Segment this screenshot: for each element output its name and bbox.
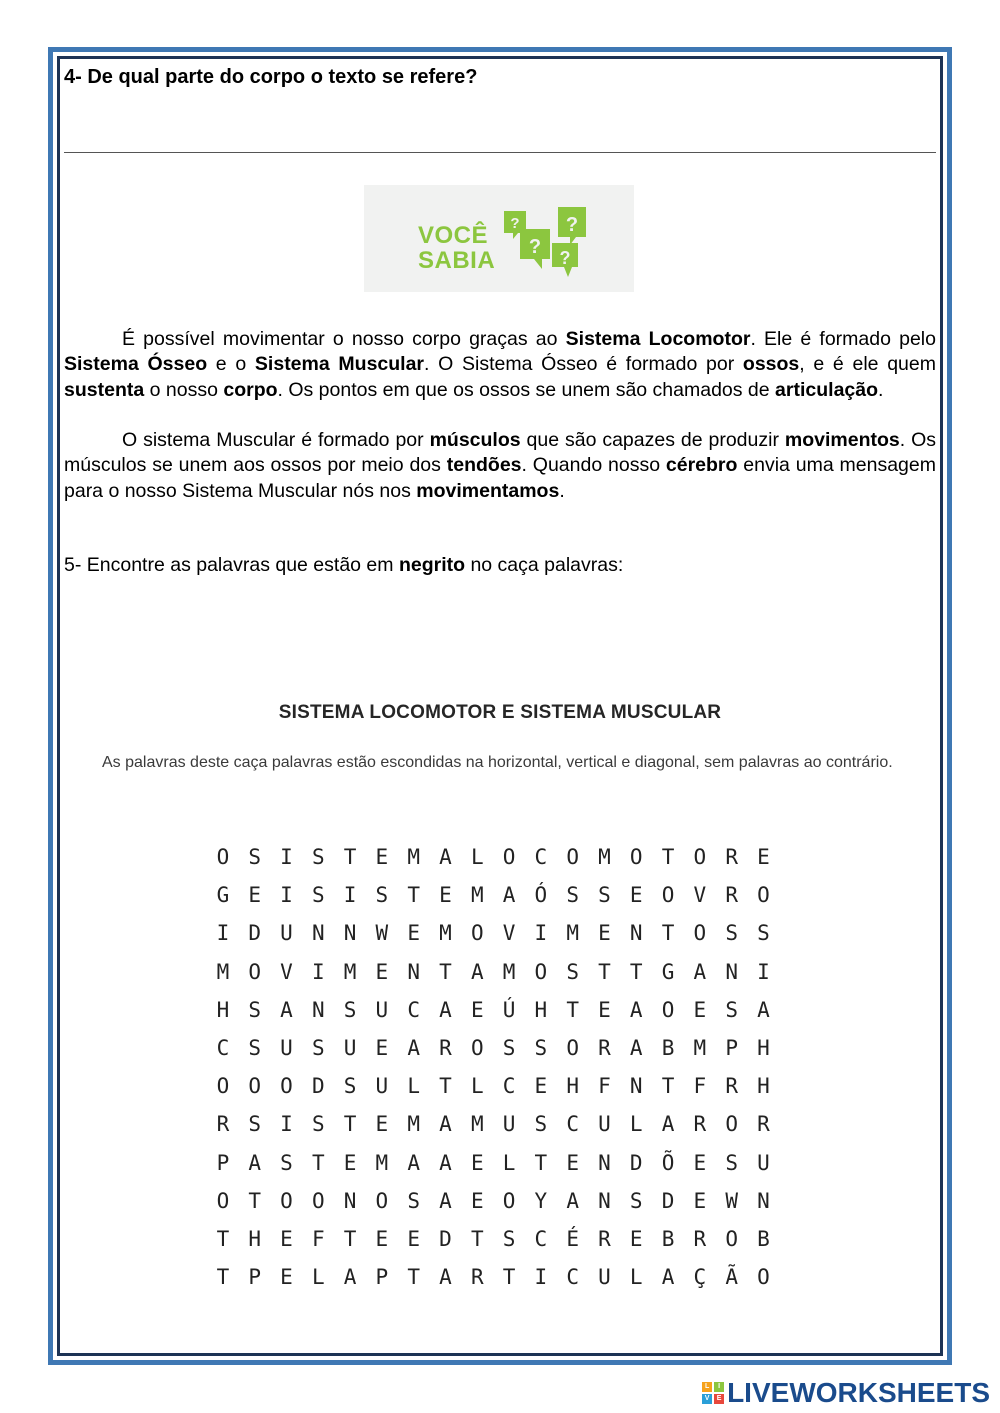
text-segment: É possível movimentar o nosso corpo graças ao <box>122 328 566 350</box>
wordsearch-cell[interactable]: N <box>725 959 738 984</box>
text-segment: e o <box>207 353 255 376</box>
wordsearch-cell[interactable]: N <box>311 997 325 1022</box>
wordsearch-cell[interactable]: E <box>407 1226 420 1251</box>
wordsearch-cell[interactable]: S <box>407 1188 420 1213</box>
wordsearch-cell[interactable]: L <box>629 1112 643 1137</box>
wordsearch-cell[interactable]: R <box>598 1226 611 1251</box>
paragraph-1 <box>64 327 936 403</box>
wordsearch-title: SISTEMA LOCOMOTOR E SISTEMA MUSCULAR <box>278 702 722 723</box>
wordsearch-cell[interactable]: C <box>534 1226 548 1251</box>
wordsearch-row <box>207 1144 797 1182</box>
wordsearch-row <box>207 1258 797 1296</box>
wordsearch-cell[interactable]: S <box>311 1036 325 1061</box>
wordsearch-cell[interactable]: O <box>216 1188 230 1213</box>
wordsearch-cell[interactable]: M <box>470 1112 484 1137</box>
wordsearch-cell[interactable]: O <box>725 1226 738 1251</box>
wordsearch-cell[interactable]: S <box>725 997 738 1022</box>
wordsearch-row <box>207 1067 797 1105</box>
wordsearch-cell[interactable]: E <box>280 1226 293 1251</box>
wordsearch-cell[interactable]: A <box>439 1150 452 1175</box>
wordsearch-cell[interactable]: E <box>375 959 389 984</box>
wordsearch-cell[interactable]: N <box>407 959 420 984</box>
bold-term: ossos <box>742 353 800 376</box>
text-segment: . <box>559 479 565 502</box>
wordsearch-cell[interactable]: S <box>502 1036 516 1061</box>
wordsearch-cell[interactable]: T <box>407 883 420 908</box>
wordsearch-cell[interactable]: R <box>598 1036 611 1061</box>
wordsearch-cell[interactable]: O <box>534 959 548 984</box>
bold-term: sustenta <box>64 378 145 401</box>
wordsearch-cell[interactable]: E <box>598 997 611 1022</box>
wordsearch-cell[interactable]: S <box>311 883 325 908</box>
question-bubbles-icon <box>502 205 594 281</box>
wordsearch-cell[interactable]: N <box>598 1150 611 1175</box>
wordsearch-cell[interactable]: S <box>343 997 357 1022</box>
wordsearch-cell[interactable]: W <box>725 1188 738 1213</box>
wordsearch-cell[interactable]: L <box>470 845 484 870</box>
wordsearch-cell[interactable]: O <box>757 883 770 908</box>
wordsearch-cell[interactable]: O <box>502 845 516 870</box>
wordsearch-cell[interactable]: S <box>375 883 389 908</box>
wordsearch-cell[interactable]: O <box>661 883 675 908</box>
wordsearch-cell[interactable]: M <box>343 959 357 984</box>
wordsearch-cell[interactable]: M <box>693 1036 707 1061</box>
wordsearch-cell[interactable]: T <box>343 1112 357 1137</box>
wordsearch-cell[interactable]: D <box>629 1150 643 1175</box>
wordsearch-cell[interactable]: E <box>566 1150 579 1175</box>
wordsearch-cell[interactable]: U <box>502 1112 516 1137</box>
wordsearch-row <box>207 914 797 952</box>
wordsearch-cell[interactable]: N <box>311 921 325 946</box>
wordsearch-cell[interactable]: S <box>248 845 262 870</box>
wordsearch-cell[interactable]: A <box>439 997 452 1022</box>
wordsearch-cell[interactable]: S <box>311 1112 325 1137</box>
wordsearch-cell[interactable]: T <box>502 1265 516 1290</box>
wordsearch-cell[interactable]: S <box>248 1112 262 1137</box>
bold-term: Sistema Ósseo <box>64 353 208 376</box>
wordsearch-row <box>207 1105 797 1143</box>
wordsearch-cell[interactable]: E <box>693 997 707 1022</box>
wordsearch-cell[interactable]: E <box>598 921 611 946</box>
svg-text:?: ? <box>559 248 571 268</box>
wordsearch-row <box>207 1182 797 1220</box>
wordsearch-cell[interactable]: R <box>470 1265 484 1290</box>
wordsearch-cell[interactable]: M <box>216 959 230 984</box>
wordsearch-cell[interactable]: U <box>375 1074 389 1099</box>
wordsearch-cell[interactable]: A <box>757 997 770 1022</box>
wordsearch-cell[interactable]: O <box>375 1188 389 1213</box>
wordsearch-row <box>207 1029 797 1067</box>
banner-line1: VOCÊ <box>418 222 489 249</box>
text-segment: que são capazes de produzir <box>520 429 785 451</box>
wordsearch-cell[interactable]: E <box>343 1150 357 1175</box>
wordsearch-cell[interactable]: E <box>470 1150 484 1175</box>
wordsearch-cell[interactable]: M <box>375 1150 389 1175</box>
wordsearch-cell[interactable]: E <box>629 1226 643 1251</box>
wordsearch-cell[interactable]: N <box>343 921 357 946</box>
wordsearch-cell[interactable]: Y <box>534 1188 548 1213</box>
wordsearch-grid[interactable] <box>207 838 797 1296</box>
wordsearch-cell[interactable]: M <box>598 845 611 870</box>
wordsearch-cell[interactable]: E <box>534 1074 548 1099</box>
liveworksheets-badge-icon <box>702 1382 724 1404</box>
wordsearch-cell[interactable]: E <box>280 1265 293 1290</box>
badge-v: V <box>702 1394 712 1404</box>
wordsearch-cell[interactable]: O <box>280 1188 293 1213</box>
bold-term: articulação <box>775 378 879 401</box>
wordsearch-cell[interactable]: D <box>439 1226 452 1251</box>
wordsearch-cell[interactable]: E <box>629 883 643 908</box>
wordsearch-cell[interactable]: U <box>280 1036 293 1061</box>
wordsearch-cell[interactable]: S <box>248 997 262 1022</box>
wordsearch-cell[interactable]: H <box>216 997 230 1022</box>
bold-term: movimentos <box>784 429 900 451</box>
wordsearch-row <box>207 953 797 991</box>
wordsearch-cell[interactable]: O <box>757 1265 770 1290</box>
wordsearch-cell[interactable]: N <box>598 1188 611 1213</box>
wordsearch-cell[interactable]: T <box>534 1150 548 1175</box>
wordsearch-cell[interactable]: Ã <box>725 1265 738 1290</box>
wordsearch-cell[interactable]: F <box>311 1226 325 1251</box>
text-segment: . Os pontos em que os ossos se unem são chamados de <box>277 378 776 401</box>
text-segment: . <box>878 378 884 401</box>
wordsearch-cell[interactable]: C <box>407 997 420 1022</box>
question-4: 4- De qual parte do corpo o texto se refere? <box>64 66 478 88</box>
wordsearch-cell[interactable]: O <box>280 1074 293 1099</box>
wordsearch-cell[interactable]: U <box>598 1265 611 1290</box>
wordsearch-cell[interactable]: P <box>216 1150 230 1175</box>
wordsearch-cell[interactable]: E <box>375 1112 389 1137</box>
wordsearch-cell[interactable]: O <box>311 1188 325 1213</box>
wordsearch-cell[interactable]: S <box>311 845 325 870</box>
wordsearch-cell[interactable]: S <box>502 1226 516 1251</box>
wordsearch-cell[interactable]: O <box>661 997 675 1022</box>
wordsearch-cell[interactable]: O <box>216 845 230 870</box>
wordsearch-cell[interactable]: A <box>566 1188 579 1213</box>
wordsearch-cell[interactable]: T <box>566 997 579 1022</box>
wordsearch-cell[interactable]: P <box>248 1265 262 1290</box>
wordsearch-cell[interactable]: R <box>439 1036 452 1061</box>
wordsearch-cell[interactable]: T <box>661 921 675 946</box>
wordsearch-cell[interactable]: I <box>280 883 293 908</box>
wordsearch-cell[interactable]: O <box>725 1112 738 1137</box>
bold-term: movimentamos <box>416 479 560 502</box>
wordsearch-cell[interactable]: V <box>502 921 516 946</box>
wordsearch-cell[interactable]: M <box>470 883 484 908</box>
wordsearch-row <box>207 991 797 1029</box>
wordsearch-cell[interactable]: R <box>693 1112 707 1137</box>
wordsearch-cell[interactable]: N <box>629 1074 643 1099</box>
wordsearch-cell[interactable]: R <box>725 845 738 870</box>
wordsearch-cell[interactable]: H <box>566 1074 579 1099</box>
bold-term: cérebro <box>665 454 738 477</box>
wordsearch-cell[interactable]: S <box>566 959 579 984</box>
wordsearch-cell[interactable]: E <box>375 1036 389 1061</box>
wordsearch-cell[interactable]: É <box>566 1226 579 1251</box>
wordsearch-cell[interactable]: H <box>248 1226 262 1251</box>
wordsearch-cell[interactable]: Ó <box>534 883 548 908</box>
wordsearch-cell[interactable]: S <box>598 883 611 908</box>
wordsearch-cell[interactable]: T <box>470 1226 484 1251</box>
wordsearch-cell[interactable]: O <box>470 1036 484 1061</box>
wordsearch-cell[interactable]: A <box>407 1036 420 1061</box>
badge-e: E <box>714 1394 724 1404</box>
wordsearch-cell[interactable]: B <box>757 1226 770 1251</box>
wordsearch-cell[interactable]: U <box>375 997 389 1022</box>
wordsearch-cell[interactable]: T <box>216 1226 230 1251</box>
wordsearch-cell[interactable]: I <box>280 1112 293 1137</box>
wordsearch-cell[interactable]: E <box>439 883 452 908</box>
wordsearch-cell[interactable]: A <box>661 1112 675 1137</box>
wordsearch-cell[interactable]: S <box>534 1112 548 1137</box>
wordsearch-cell[interactable]: N <box>343 1188 357 1213</box>
wordsearch-cell[interactable]: I <box>534 1265 548 1290</box>
bold-term: Sistema Locomotor <box>565 328 751 350</box>
wordsearch-cell[interactable]: F <box>693 1074 707 1099</box>
wordsearch-cell[interactable]: L <box>629 1265 643 1290</box>
wordsearch-cell[interactable]: F <box>598 1074 611 1099</box>
wordsearch-cell[interactable]: A <box>439 1188 452 1213</box>
wordsearch-cell[interactable]: O <box>566 1036 579 1061</box>
wordsearch-cell[interactable]: T <box>216 1265 230 1290</box>
wordsearch-cell[interactable]: U <box>598 1112 611 1137</box>
svg-text:?: ? <box>510 215 520 232</box>
svg-text:?: ? <box>528 236 542 258</box>
wordsearch-cell[interactable]: A <box>407 1150 420 1175</box>
text-segment: envia uma mensagem para o nosso Sistema Muscular nós nos <box>64 454 936 502</box>
bold-term: Sistema Muscular <box>254 353 425 376</box>
wordsearch-cell[interactable]: M <box>566 921 579 946</box>
wordsearch-cell[interactable]: E <box>375 1226 389 1251</box>
wordsearch-cell[interactable]: N <box>629 921 643 946</box>
wordsearch-cell[interactable]: T <box>248 1188 262 1213</box>
wordsearch-cell[interactable]: P <box>375 1265 389 1290</box>
text-segment: O sistema Muscular é formado por <box>122 429 430 451</box>
wordsearch-cell[interactable]: A <box>693 959 707 984</box>
wordsearch-cell[interactable]: I <box>311 959 325 984</box>
wordsearch-cell[interactable]: L <box>407 1074 420 1099</box>
wordsearch-instructions: As palavras deste caça palavras estão escondidas na horizontal, vertical e diagonal, sem palavras ao contrário. <box>102 754 893 771</box>
wordsearch-cell[interactable]: S <box>725 1150 738 1175</box>
wordsearch-cell[interactable]: H <box>534 997 548 1022</box>
wordsearch-cell[interactable]: A <box>248 1150 262 1175</box>
banner-line2: SABIA <box>418 247 496 274</box>
wordsearch-cell[interactable]: O <box>693 921 707 946</box>
wordsearch-cell[interactable]: U <box>343 1036 357 1061</box>
wordsearch-cell[interactable]: S <box>343 1074 357 1099</box>
wordsearch-cell[interactable]: E <box>407 921 420 946</box>
paragraph-2 <box>64 428 936 504</box>
wordsearch-cell[interactable]: A <box>343 1265 357 1290</box>
wordsearch-cell[interactable]: A <box>439 845 452 870</box>
wordsearch-cell[interactable]: E <box>470 997 484 1022</box>
wordsearch-cell[interactable]: D <box>661 1188 675 1213</box>
wordsearch-cell[interactable]: T <box>598 959 611 984</box>
wordsearch-cell[interactable]: A <box>661 1265 675 1290</box>
wordsearch-cell[interactable]: U <box>280 921 293 946</box>
wordsearch-cell[interactable]: E <box>375 845 389 870</box>
wordsearch-cell[interactable]: D <box>311 1074 325 1099</box>
wordsearch-cell[interactable]: E <box>248 883 262 908</box>
voce-sabia-banner <box>364 185 634 292</box>
wordsearch-cell[interactable]: R <box>757 1112 770 1137</box>
svg-text:?: ? <box>565 214 579 236</box>
wordsearch-cell[interactable]: I <box>534 921 548 946</box>
wordsearch-cell[interactable]: I <box>343 883 357 908</box>
wordsearch-cell[interactable]: A <box>470 959 484 984</box>
wordsearch-cell[interactable]: A <box>502 883 516 908</box>
wordsearch-cell[interactable]: H <box>757 1036 770 1061</box>
question-5-after: no caça palavras: <box>465 554 624 576</box>
wordsearch-cell[interactable]: C <box>534 845 548 870</box>
wordsearch-cell[interactable]: B <box>661 1226 675 1251</box>
wordsearch-cell[interactable]: M <box>439 921 452 946</box>
wordsearch-cell[interactable]: L <box>470 1074 484 1099</box>
wordsearch-cell[interactable]: Õ <box>661 1150 675 1175</box>
question-5-before: 5- Encontre as palavras que estão em <box>64 554 399 576</box>
wordsearch-cell[interactable]: A <box>629 1036 643 1061</box>
wordsearch-cell[interactable]: A <box>439 1112 452 1137</box>
wordsearch-cell[interactable]: L <box>311 1265 325 1290</box>
wordsearch-cell[interactable]: R <box>216 1112 230 1137</box>
badge-i: I <box>714 1382 724 1392</box>
wordsearch-cell[interactable]: T <box>343 845 357 870</box>
wordsearch-cell[interactable]: R <box>725 1074 738 1099</box>
wordsearch-cell[interactable]: A <box>439 1265 452 1290</box>
wordsearch-cell[interactable]: E <box>693 1150 707 1175</box>
wordsearch-cell[interactable]: R <box>693 1226 707 1251</box>
wordsearch-cell[interactable]: P <box>725 1036 738 1061</box>
wordsearch-cell[interactable]: T <box>407 1265 420 1290</box>
text-segment: . Os músculos se unem aos ossos por meio dos <box>64 429 936 477</box>
wordsearch-cell[interactable]: O <box>248 959 262 984</box>
wordsearch-cell[interactable]: M <box>407 1112 420 1137</box>
wordsearch-cell[interactable]: I <box>280 845 293 870</box>
wordsearch-row <box>207 838 797 876</box>
wordsearch-cell[interactable]: I <box>216 921 230 946</box>
wordsearch-cell[interactable]: S <box>629 1188 643 1213</box>
wordsearch-cell[interactable]: M <box>502 959 516 984</box>
wordsearch-cell[interactable]: S <box>248 1036 262 1061</box>
wordsearch-cell[interactable]: U <box>757 1150 770 1175</box>
wordsearch-cell[interactable]: Ú <box>502 997 516 1022</box>
text-segment: o nosso <box>144 378 224 401</box>
wordsearch-cell[interactable]: O <box>248 1074 262 1099</box>
wordsearch-cell[interactable]: D <box>248 921 262 946</box>
wordsearch-cell[interactable]: V <box>693 883 707 908</box>
wordsearch-cell[interactable]: S <box>725 921 738 946</box>
wordsearch-cell[interactable]: C <box>566 1265 579 1290</box>
wordsearch-cell[interactable]: B <box>661 1036 675 1061</box>
wordsearch-cell[interactable]: O <box>629 845 643 870</box>
wordsearch-cell[interactable]: G <box>216 883 230 908</box>
bold-term: músculos <box>429 429 521 451</box>
wordsearch-cell[interactable]: I <box>757 959 770 984</box>
question-5-bold: negrito <box>398 554 466 576</box>
wordsearch-cell[interactable]: C <box>502 1074 516 1099</box>
wordsearch-cell[interactable]: O <box>470 921 484 946</box>
badge-l: L <box>702 1382 712 1392</box>
wordsearch-cell[interactable]: S <box>280 1150 293 1175</box>
wordsearch-cell[interactable]: T <box>439 959 452 984</box>
question-5 <box>64 554 623 577</box>
liveworksheets-logo <box>702 1377 990 1409</box>
wordsearch-cell[interactable]: A <box>629 997 643 1022</box>
wordsearch-cell[interactable]: C <box>216 1036 230 1061</box>
wordsearch-cell[interactable]: O <box>216 1074 230 1099</box>
text-segment: . Ele é formado pelo <box>750 328 936 350</box>
wordsearch-cell[interactable]: T <box>661 845 675 870</box>
wordsearch-cell[interactable]: G <box>661 959 675 984</box>
wordsearch-cell[interactable]: T <box>439 1074 452 1099</box>
wordsearch-cell[interactable]: E <box>470 1188 484 1213</box>
wordsearch-cell[interactable]: Ç <box>693 1265 707 1290</box>
wordsearch-cell[interactable]: O <box>502 1188 516 1213</box>
wordsearch-cell[interactable]: S <box>534 1036 548 1061</box>
wordsearch-cell[interactable]: N <box>757 1188 770 1213</box>
liveworksheets-brand: LIVEWORKSHEETS <box>727 1377 990 1408</box>
wordsearch-cell[interactable]: V <box>280 959 293 984</box>
text-segment: . Quando nosso <box>521 454 666 477</box>
wordsearch-cell[interactable]: A <box>280 997 293 1022</box>
wordsearch-row <box>207 876 797 914</box>
bold-term: corpo <box>223 378 278 401</box>
wordsearch-cell[interactable]: L <box>502 1150 516 1175</box>
wordsearch-cell[interactable]: S <box>757 921 770 946</box>
wordsearch-cell[interactable]: T <box>661 1074 675 1099</box>
wordsearch-cell[interactable]: E <box>757 845 770 870</box>
answer-line[interactable] <box>64 152 936 153</box>
wordsearch-row <box>207 1220 797 1258</box>
wordsearch-cell[interactable]: R <box>725 883 738 908</box>
wordsearch-cell[interactable]: M <box>407 845 420 870</box>
banner-text <box>418 223 495 273</box>
wordsearch-cell[interactable]: H <box>757 1074 770 1099</box>
wordsearch-cell[interactable]: O <box>566 845 579 870</box>
wordsearch-cell[interactable]: O <box>693 845 707 870</box>
text-segment: , e é ele quem <box>799 353 936 376</box>
wordsearch-cell[interactable]: T <box>311 1150 325 1175</box>
bold-term: tendões <box>446 454 522 477</box>
wordsearch-cell[interactable]: W <box>375 921 389 946</box>
wordsearch-cell[interactable]: E <box>693 1188 707 1213</box>
wordsearch-cell[interactable]: T <box>629 959 643 984</box>
wordsearch-cell[interactable]: T <box>343 1226 357 1251</box>
text-segment: . O Sistema Ósseo é formado por <box>424 353 743 376</box>
wordsearch-cell[interactable]: S <box>566 883 579 908</box>
wordsearch-cell[interactable]: C <box>566 1112 579 1137</box>
